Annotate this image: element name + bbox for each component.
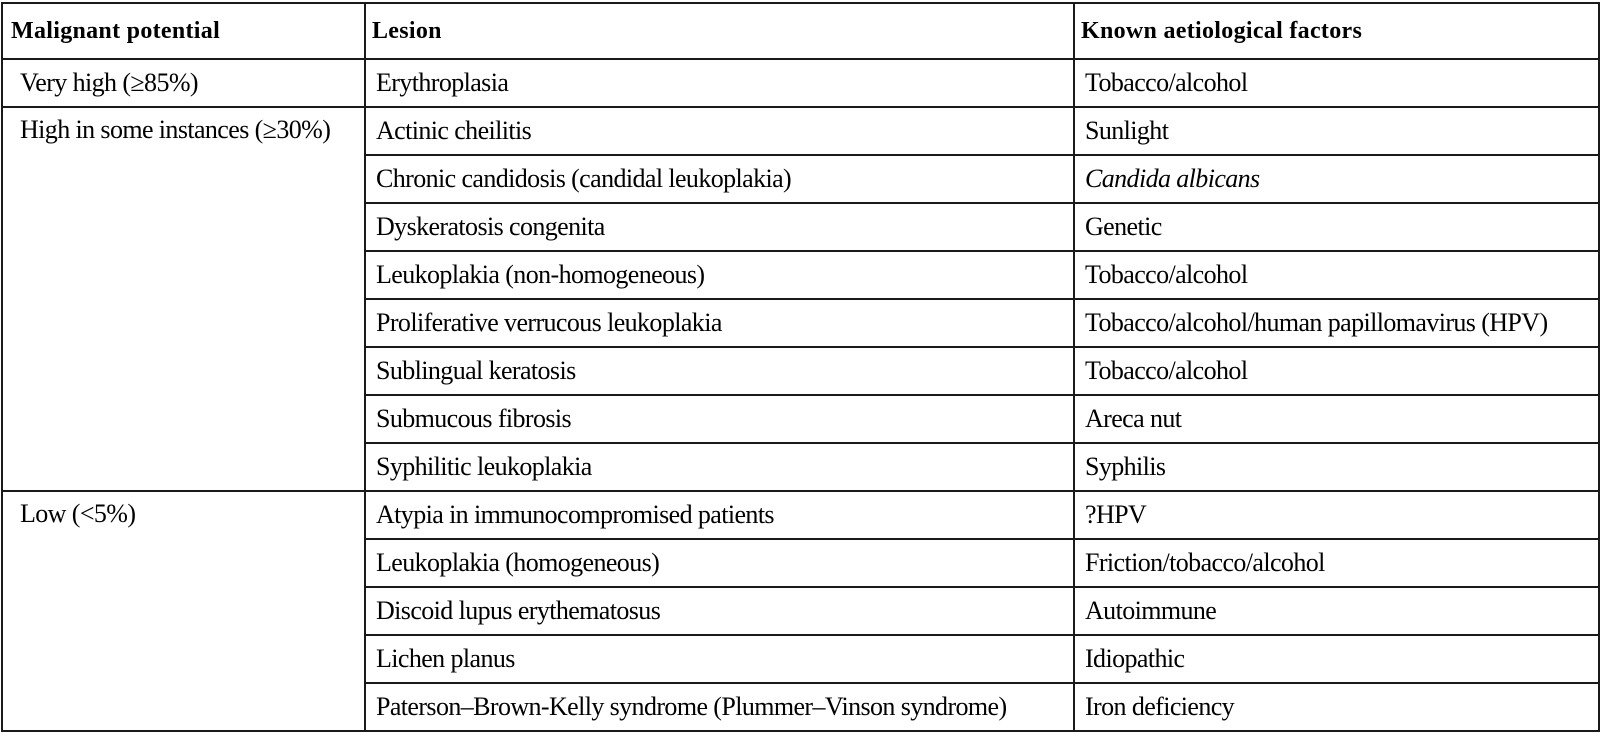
header-malignant-potential: Malignant potential: [2, 3, 365, 59]
factors-cell: Autoimmune: [1074, 587, 1599, 635]
table-row: [2, 107, 1599, 155]
factors-cell: Idiopathic: [1074, 635, 1599, 683]
table-row: [2, 491, 1599, 539]
lesion-cell: Lichen planus: [365, 635, 1074, 683]
factors-cell: Genetic: [1074, 203, 1599, 251]
lesion-cell: Atypia in immunocompromised patients: [365, 491, 1074, 539]
factors-cell: Syphilis: [1074, 443, 1599, 491]
lesion-cell: Leukoplakia (homogeneous): [365, 539, 1074, 587]
lesion-cell: Discoid lupus erythematosus: [365, 587, 1074, 635]
lesion-cell: Proliferative verrucous leukoplakia: [365, 299, 1074, 347]
factors-cell: ?HPV: [1074, 491, 1599, 539]
table-row: [2, 59, 1599, 107]
potential-very-high: Very high (≥85%): [2, 59, 365, 107]
factors-cell: Iron deficiency: [1074, 683, 1599, 731]
factors-cell: Friction/tobacco/alcohol: [1074, 539, 1599, 587]
potential-low: Low (<5%): [2, 491, 365, 731]
lesions-table: [1, 2, 1600, 732]
factors-cell: Areca nut: [1074, 395, 1599, 443]
lesion-cell: Leukoplakia (non-homogeneous): [365, 251, 1074, 299]
lesion-cell: Submucous fibrosis: [365, 395, 1074, 443]
factors-cell: Tobacco/alcohol: [1074, 59, 1599, 107]
lesion-cell: Dyskeratosis congenita: [365, 203, 1074, 251]
factors-cell: Candida albicans: [1074, 155, 1599, 203]
factors-cell: Sunlight: [1074, 107, 1599, 155]
lesion-cell: Chronic candidosis (candidal leukoplakia): [365, 155, 1074, 203]
header-lesion: Lesion: [365, 3, 1074, 59]
factors-cell: Tobacco/alcohol: [1074, 347, 1599, 395]
potential-high: High in some instances (≥30%): [2, 107, 365, 491]
factors-cell: Tobacco/alcohol/human papillomavirus (HPV): [1074, 299, 1599, 347]
lesion-cell: Erythroplasia: [365, 59, 1074, 107]
lesion-cell: Paterson–Brown-Kelly syndrome (Plummer–Vinson syndrome): [365, 683, 1074, 731]
factors-cell: Tobacco/alcohol: [1074, 251, 1599, 299]
header-row: [2, 3, 1599, 59]
header-aetiological-factors: Known aetiological factors: [1074, 3, 1599, 59]
lesion-cell: Syphilitic leukoplakia: [365, 443, 1074, 491]
lesion-cell: Sublingual keratosis: [365, 347, 1074, 395]
lesion-cell: Actinic cheilitis: [365, 107, 1074, 155]
